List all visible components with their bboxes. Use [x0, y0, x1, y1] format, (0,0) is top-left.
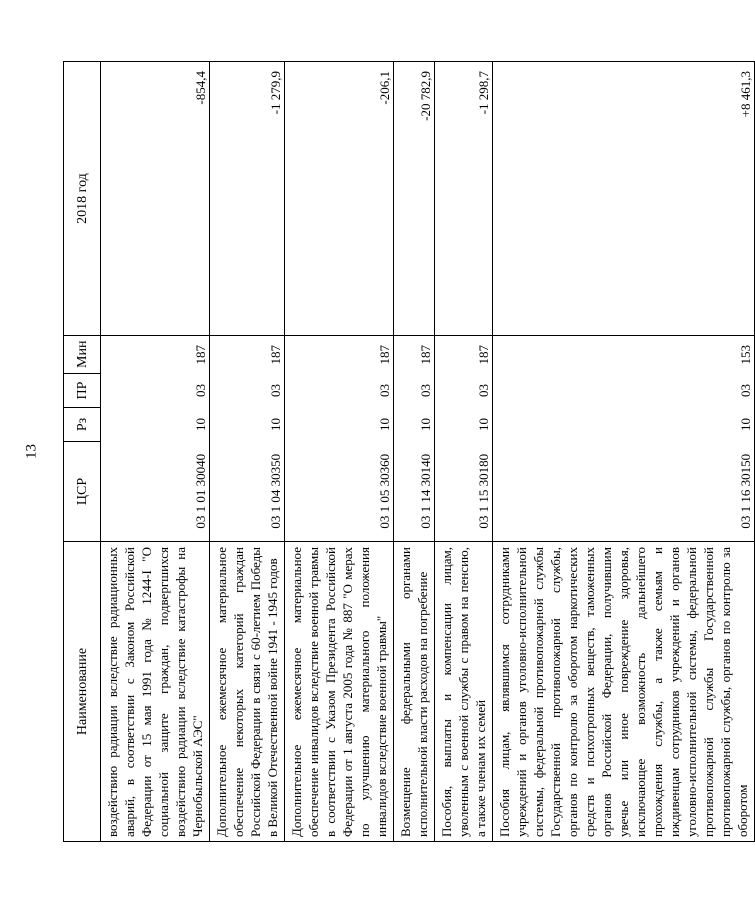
row-min: 187: [101, 336, 210, 374]
header-csr: ЦСР: [64, 442, 101, 542]
row-rz: 10: [285, 408, 394, 442]
row-pr: 03: [493, 374, 755, 408]
row-pr: 03: [435, 374, 493, 408]
row-pr: 03: [394, 374, 435, 408]
row-amount: -854,4: [101, 62, 210, 336]
row-name: Пособия лицам, являвшимся сотрудниками учреждений и органов уголовно-исполнительной системы, федеральной противопожарной службы Государственной противопожарной службы, органов по контролю за оборотом наркотических средств и психотропных веществ, таможенных органов Российской Федерации, получившим увечье или иное повреждение здоровья, исключающее возможность дальнейшего прохождения службы, а также семьям и иждивенцам сотрудников учреждений и органов уголовно-исполнительной системы, федеральной противопожарной службы Государственной противопожарной службы, органов по контролю за оборотом: [493, 542, 755, 842]
row-csr: 03 1 16 30150: [493, 442, 755, 542]
header-pr: ПР: [64, 374, 101, 408]
row-min: 187: [210, 336, 285, 374]
row-pr: 03: [101, 374, 210, 408]
budget-table: [63, 61, 755, 842]
row-name: воздействию радиации вследствие радиационных аварий, в соответствии с Законом Российской Федерации от 15 мая 1991 года № 1244-I "О социальной защите граждан, подвергшихся воздействию радиации вследствие катастрофы на Чернобыльской АЭС": [101, 542, 210, 842]
table-header-row: [64, 62, 101, 842]
row-rz: 10: [101, 408, 210, 442]
row-amount: -206,1: [285, 62, 394, 336]
row-amount: -20 782,9: [394, 62, 435, 336]
header-min: Мин: [64, 336, 101, 374]
row-amount: +8 461,3: [493, 62, 755, 336]
row-name: Возмещение федеральными органами исполнительной власти расходов на погребение: [394, 542, 435, 842]
header-year: 2018 год: [64, 62, 101, 336]
row-min: 153: [493, 336, 755, 374]
table-row: [101, 62, 210, 842]
row-amount: -1 279,9: [210, 62, 285, 336]
header-rz: Рз: [64, 408, 101, 442]
table-row: [210, 62, 285, 842]
row-csr: 03 1 15 30180: [435, 442, 493, 542]
row-name: Пособия, выплаты и компенсации лицам, уволенным с военной службы с правом на пенсию, а также членам их семей: [435, 542, 493, 842]
row-rz: 10: [435, 408, 493, 442]
row-rz: 10: [210, 408, 285, 442]
row-rz: 10: [493, 408, 755, 442]
rotated-page: [63, 62, 753, 842]
row-rz: 10: [394, 408, 435, 442]
row-min: 187: [435, 336, 493, 374]
table-row: [394, 62, 435, 842]
row-name: Дополнительное ежемесячное материальное обеспечение некоторых категорий граждан Российской Федерации в связи с 60-летием Победы в Великой Отечественной войне 1941 - 1945 годов: [210, 542, 285, 842]
row-pr: 03: [285, 374, 394, 408]
row-pr: 03: [210, 374, 285, 408]
header-name: Наименование: [64, 542, 101, 842]
row-min: 187: [394, 336, 435, 374]
table-row: [435, 62, 493, 842]
row-csr: 03 1 04 30350: [210, 442, 285, 542]
row-csr: 03 1 14 30140: [394, 442, 435, 542]
table-row: [493, 62, 755, 842]
row-amount: -1 298,7: [435, 62, 493, 336]
row-csr: 03 1 05 30360: [285, 442, 394, 542]
row-min: 187: [285, 336, 394, 374]
page-number: 13: [23, 444, 40, 459]
row-name: Дополнительное ежемесячное материальное обеспечение инвалидов вследствие военной травмы в соответствии с Указом Президента Российской Федерации от 1 августа 2005 года № 887 "О мерах по улучшению материального положения инвалидов вследствие военной травмы": [285, 542, 394, 842]
table-row: [285, 62, 394, 842]
row-csr: 03 1 01 30040: [101, 442, 210, 542]
